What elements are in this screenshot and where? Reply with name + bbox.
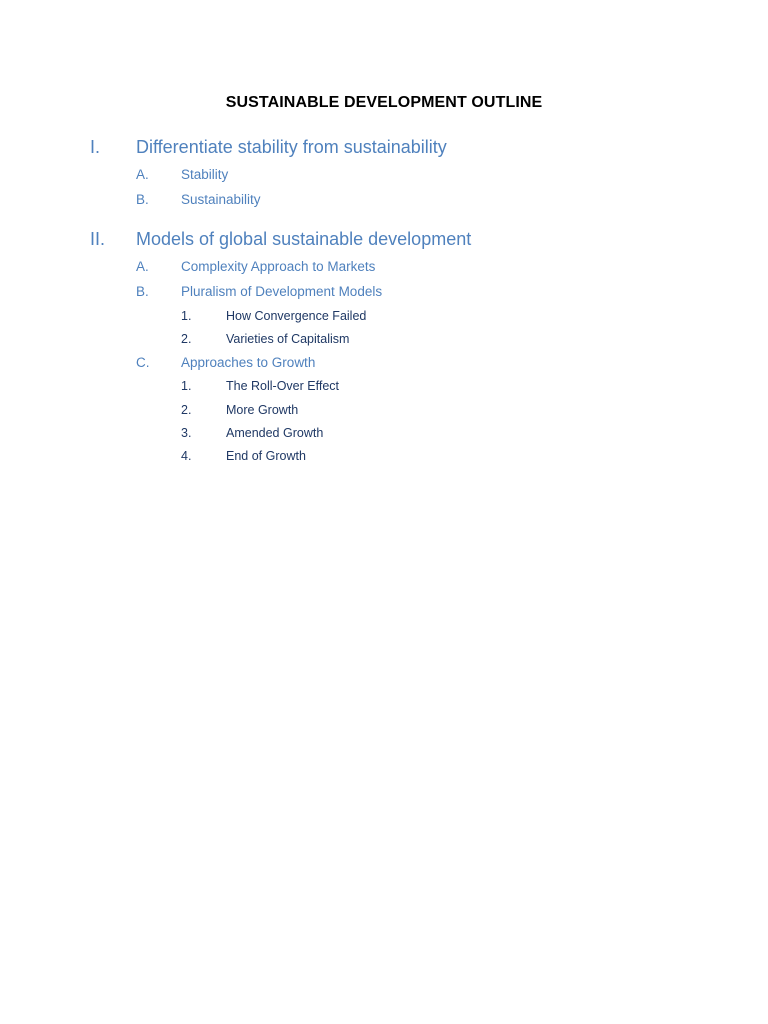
section-2-item-c-sub-1-number: 1.: [181, 379, 192, 393]
section-2-item-c-sub-3-number: 3.: [181, 426, 192, 440]
section-2-item-c-sub-2-label: More Growth: [226, 403, 299, 417]
section-2-item-c: [0, 355, 768, 373]
section-1-heading: Differentiate stability from sustainability: [136, 137, 447, 157]
section-1-item-b-label: Sustainability: [181, 192, 261, 207]
section-2-item-a-letter: A.: [136, 259, 149, 274]
section-2-item-c-sub-2-number: 2.: [181, 403, 192, 417]
section-2-item-b: [0, 284, 768, 302]
section-2-item-c-sub-4-label: End of Growth: [226, 449, 306, 463]
section-2-item-a-label: Complexity Approach to Markets: [181, 259, 376, 274]
section-2-item-b-label: Pluralism of Development Models: [181, 284, 383, 299]
section-2-item-c-sub-2: [0, 403, 768, 420]
section-1-item-a: [0, 167, 768, 185]
section-2-item-c-letter: C.: [136, 355, 150, 370]
document-title: SUSTAINABLE DEVELOPMENT OUTLINE: [225, 94, 543, 111]
section-2-item-b-sub-1-label: How Convergence Failed: [226, 309, 367, 323]
section-2-item-b-sub-2-number: 2.: [181, 332, 192, 346]
section-1-item-b: [0, 192, 768, 210]
section-2-item-b-sub-2-label: Varieties of Capitalism: [226, 332, 350, 346]
section-2-item-c-sub-4-number: 4.: [181, 449, 192, 463]
section-1-item-a-label: Stability: [181, 167, 229, 182]
section-2-heading: Models of global sustainable development: [136, 229, 472, 249]
section-1-item-a-letter: A.: [136, 167, 149, 182]
section-1-numeral: I.: [90, 137, 101, 157]
section-2-item-a: [0, 259, 768, 277]
section-2-item-c-label: Approaches to Growth: [181, 355, 316, 370]
section-2-item-b-letter: B.: [136, 284, 149, 299]
section-2: [0, 229, 768, 253]
section-2-item-b-sub-1-number: 1.: [181, 309, 192, 323]
section-2-item-c-sub-3-label: Amended Growth: [226, 426, 324, 440]
section-1-item-b-letter: B.: [136, 192, 149, 207]
section-2-item-c-sub-4: [0, 449, 768, 466]
section-2-item-c-sub-3: [0, 426, 768, 443]
section-2-item-c-sub-1-label: The Roll-Over Effect: [226, 379, 340, 393]
section-2-numeral: II.: [90, 229, 106, 249]
section-2-item-b-sub-2: [0, 332, 768, 349]
section-2-item-b-sub-1: [0, 309, 768, 326]
section-1: [0, 137, 768, 161]
section-2-item-c-sub-1: [0, 379, 768, 396]
